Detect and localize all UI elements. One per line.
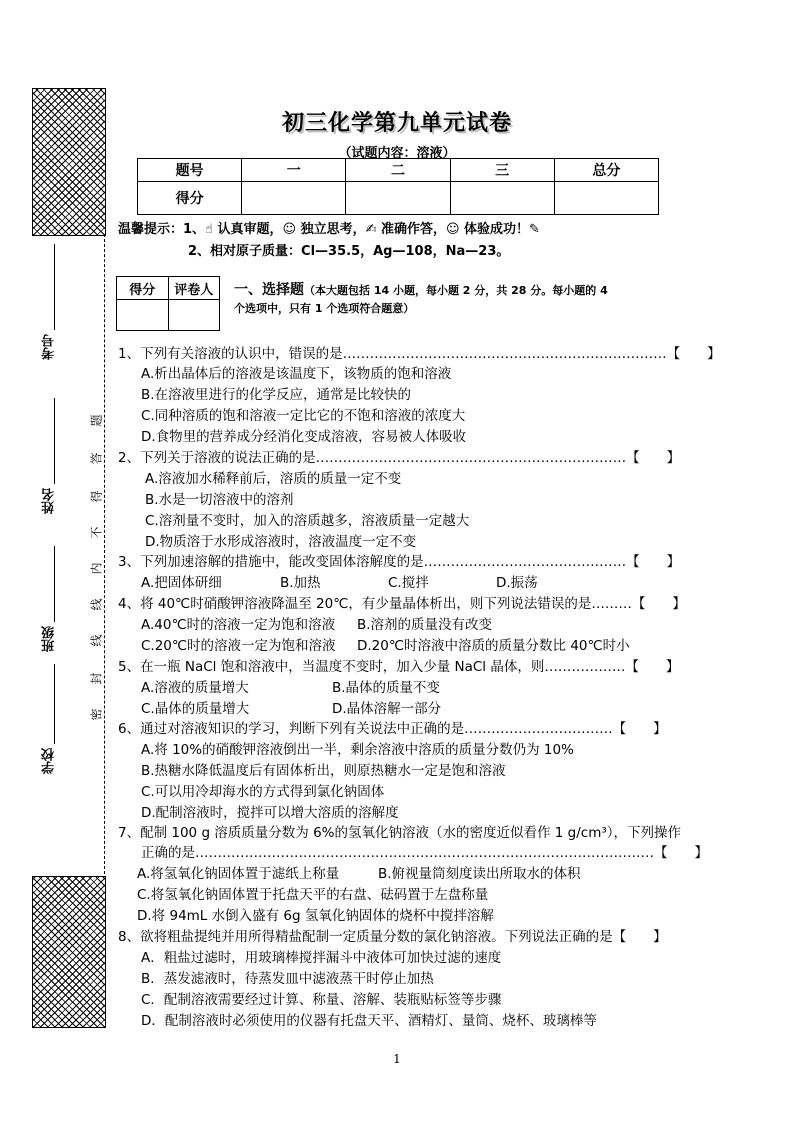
question-stem: 8、欲将粗盐提纯并用所得精盐配制一定质量分数的氯化钠溶液。下列说法正确的是【 】: [118, 929, 667, 945]
question-option: B.水是一切溶液中的溶剂: [145, 492, 294, 508]
question-option: B.加热: [280, 575, 321, 591]
question-stem: 3、下列加速溶解的措施中，能改变固体溶解度的是………………………………………【 】: [118, 554, 681, 570]
seal-char: 题: [89, 414, 104, 427]
question-option: A.溶液的质量增大: [141, 680, 249, 696]
question-option: D.配制溶液时，搅拌可以增大溶质的溶解度: [141, 805, 399, 821]
question-option: D.食物里的营养成分经消化变成溶液，容易被人体吸收: [141, 429, 467, 445]
score-cell[interactable]: [554, 182, 658, 215]
section-note-b: 个选项中，只有 1 个选项符合题意）: [234, 302, 415, 315]
seal-char: 线: [89, 634, 104, 647]
question-option: C.搅拌: [388, 575, 429, 591]
question-option: D.物质溶于水形成溶液时，溶液温度一定不变: [145, 534, 417, 550]
question-stem-continued: 正确的是…………………………………………………………………………………………【 】: [141, 845, 708, 861]
score-header-cell: 二: [346, 159, 450, 182]
section-note-a: （本大题包括 14 小题，每小题 2 分，共 28 分。每小题的 4: [304, 284, 608, 297]
question-option: B.在溶液里进行的化学反应，通常是比较快的: [141, 387, 412, 403]
grader-score-label: 得分: [117, 277, 169, 300]
score-header-cell: 总分: [554, 159, 658, 182]
seal-char: 答: [89, 452, 104, 465]
seal-char: 内: [89, 562, 104, 575]
seal-char: 不: [89, 526, 104, 539]
tips-line-1: 温馨提示：1、☝ 认真审题，☺ 独立思考，✍ 准确作答，☺ 体验成功！✎: [118, 222, 540, 237]
question-option: B.溶剂的质量没有改变: [357, 617, 493, 633]
question-option: C.同种溶质的饱和溶液一定比它的不饱和溶液的浓度大: [141, 408, 466, 424]
score-cell[interactable]: [242, 182, 346, 215]
class-line: [54, 546, 55, 622]
exam-no-line: [54, 244, 55, 330]
question-option: A.溶液加水稀释前后，溶质的质量一定不变: [145, 471, 402, 487]
question-option: B.俯视量筒刻度读出所取水的体积: [378, 866, 581, 882]
tips-line-2: 2、相对原子质量：Cl—35.5，Ag—108，Na—23。: [188, 244, 510, 259]
question-option: D．配制溶液时必须使用的仪器有托盘天平、酒精灯、量筒、烧杯、玻璃棒等: [141, 1013, 597, 1029]
question-option: B.热糖水降低温度后有固体析出，则原热糖水一定是饱和溶液: [141, 763, 506, 779]
grader-person-label: 评卷人: [168, 277, 220, 300]
score-cell[interactable]: [450, 182, 554, 215]
question-option: C.溶剂量不变时，加入的溶质越多，溶液质量一定越大: [145, 513, 470, 529]
question-option: C．配制溶液需要经过计算、称量、溶解、装瓶贴标签等步骤: [141, 992, 502, 1008]
score-header-cell: 三: [450, 159, 554, 182]
question-option: C.可以用冷却海水的方式得到氯化钠固体: [141, 784, 385, 800]
question-option: A.将氢氧化钠固体置于滤纸上称量: [137, 866, 340, 882]
question-stem: 6、通过对溶液知识的学习，判断下列有关说法中正确的是……………………………【 】: [118, 721, 667, 737]
seal-char: 线: [89, 598, 104, 611]
score-cell[interactable]: [346, 182, 450, 215]
section-title-text: 一、选择题: [234, 282, 304, 298]
page-subtitle: （试题内容：溶液）: [338, 146, 456, 161]
question-option: A.40℃时的溶液一定为饱和溶液: [141, 617, 336, 633]
score-header-cell: 一: [242, 159, 346, 182]
score-row-label: 得分: [138, 182, 242, 215]
school-label: 学校: [42, 748, 57, 774]
margin-hatch-bottom: [32, 876, 106, 1028]
page-title: 初三化学第九单元试卷: [281, 111, 512, 136]
question-option: D.振荡: [496, 575, 538, 591]
seal-char: 得: [89, 490, 104, 503]
grader-score-cell[interactable]: [117, 300, 169, 331]
name-label: 姓名: [42, 488, 57, 514]
question-stem: 4、将 40℃时硝酸钾溶液降温至 20℃，有少量晶体析出，则下列说法错误的是………【 】: [118, 596, 686, 612]
grader-person-cell[interactable]: [168, 300, 220, 331]
question-option: C.20℃时的溶液一定为饱和溶液: [141, 638, 336, 654]
question-option: A．粗盐过滤时，用玻璃棒搅拌漏斗中液体可加快过滤的速度: [141, 950, 502, 966]
school-line: [54, 664, 55, 744]
score-header-cell: 题号: [138, 159, 242, 182]
question-option: A.把固体研细: [141, 575, 222, 591]
question-option: A.将 10%的硝酸钾溶液倒出一半，剩余溶液中溶质的质量分数仍为 10%: [141, 742, 574, 758]
question-option: C.将氢氧化钠固体置于托盘天平的右盘、砝码置于左盘称量: [137, 887, 489, 903]
score-table: [137, 158, 659, 215]
question-stem: 5、在一瓶 NaCl 饱和溶液中，当温度不变时，加入少量 NaCl 晶体，则………………【 】: [118, 659, 680, 675]
seal-char: 密: [89, 708, 104, 721]
question-option: D.20℃时溶液中溶质的质量分数比 40℃时小: [357, 638, 630, 654]
section-title: [234, 279, 608, 299]
question-option: B．蒸发滤液时，待蒸发皿中滤液蒸干时停止加热: [141, 971, 434, 987]
question-option: D.将 94mL 水倒入盛有 6g 氢氧化钠固体的烧杯中搅拌溶解: [137, 908, 494, 924]
question-option: D.晶体溶解一部分: [332, 701, 442, 717]
question-option: C.晶体的质量增大: [141, 701, 250, 717]
question-stem: 2、下列关于溶液的说法正确的是……………………………………………………………【 】: [118, 450, 681, 466]
exam-no-label: 考号: [42, 334, 57, 360]
name-line: [54, 398, 55, 484]
class-label: 班级: [42, 626, 57, 652]
question-stem: 7、配制 100 g 溶质质量分数为 6%的氢氧化钠溶液（水的密度近似看作 1 g/cm³），下列操作: [118, 825, 682, 841]
page-number: 1: [393, 1052, 401, 1066]
seal-char: 封: [89, 672, 104, 685]
seal-dashed-line: [104, 234, 105, 874]
question-option: A.析出晶体后的溶液是该温度下，该物质的饱和溶液: [141, 366, 452, 382]
question-stem: 1、下列有关溶液的认识中，错误的是………………………………………………………………【 】: [118, 346, 721, 362]
grader-table: [116, 276, 220, 331]
question-option: B.晶体的质量不变: [332, 680, 441, 696]
